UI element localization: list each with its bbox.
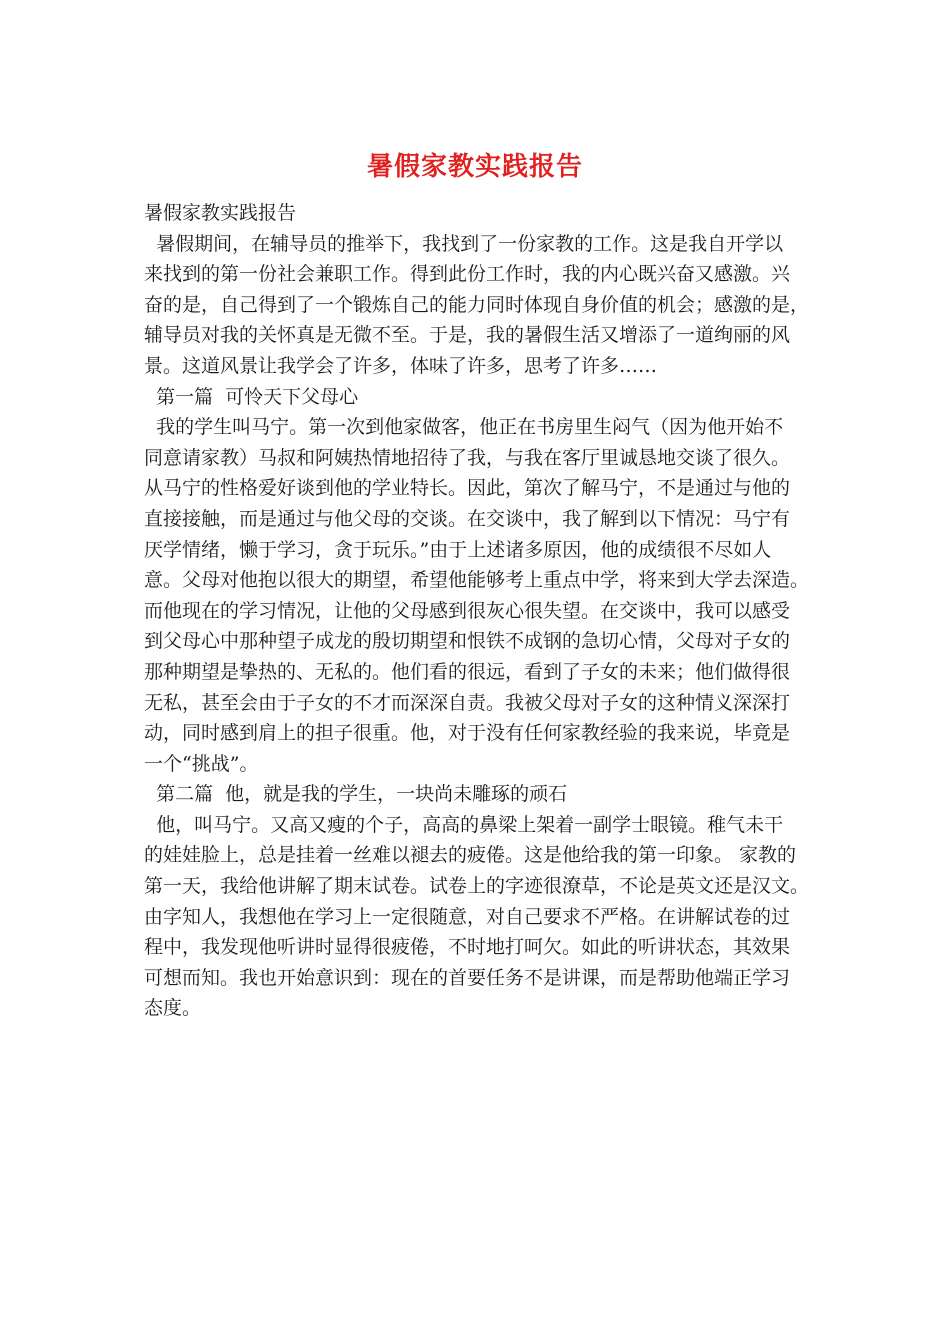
text-line: 的娃娃脸上，总是挂着一丝难以褪去的疲倦。这是他给我的第一印象。 家教的	[144, 844, 797, 867]
text-line: 无私，甚至会由于子女的不才而深深自责。我被父母对子女的这种情义深深打	[144, 691, 791, 714]
text-line: 厌学情绪，懒于学习，贪于玩乐。”由于上述诸多原因，他的成绩很不尽如人	[144, 538, 772, 561]
text-line: 可想而知。我也开始意识到：现在的首要任务不是讲课，而是帮助他端正学习	[144, 966, 791, 989]
text-line: 动，同时感到肩上的担子很重。他，对于没有任何家教经验的我来说，毕竟是	[144, 722, 791, 745]
text-line: 一个“挑战”。	[144, 752, 259, 775]
document-title: 暑假家教实践报告	[366, 152, 583, 182]
section-heading: 第二篇 他，就是我的学生，一块尚未雕琢的顽石	[144, 783, 568, 806]
section-heading: 第一篇 可怜天下父母心	[144, 385, 359, 408]
text-line: 暑假家教实践报告	[144, 202, 297, 224]
text-line: 到父母心中那种望子成龙的殷切期望和恨铁不成钢的急切心情，父母对子女的	[144, 630, 791, 653]
text-line: 直接接触，而是通过与他父母的交谈。在交谈中，我了解到以下情况：马宁有	[144, 507, 791, 530]
text-line: 他，叫马宁。又高又瘦的个子，高高的鼻梁上架着一副学士眼镜。稚气未干	[144, 813, 784, 836]
text-line: 辅导员对我的关怀真是无微不至。于是，我的暑假生活又增添了一道绚丽的风	[144, 324, 791, 347]
text-line: 奋的是，自己得到了一个锻炼自己的能力同时体现自身价值的机会；感激的是，	[144, 293, 810, 316]
text-line: 我的学生叫马宁。第一次到他家做客，他正在书房里生闷气（因为他开始不	[144, 416, 784, 439]
text-line: 同意请家教）马叔和阿姨热情地招待了我，与我在客厅里诚恳地交谈了很久。	[144, 446, 791, 469]
text-line: 程中，我发现他听讲时显得很疲倦，不时地打呵欠。如此的听讲状态，其效果	[144, 936, 791, 959]
text-line: 而他现在的学习情况，让他的父母感到很灰心很失望。在交谈中，我可以感受	[144, 599, 791, 622]
text-line: 景。这道风景让我学会了许多，体味了许多，思考了许多……	[144, 354, 658, 377]
document-body	[144, 198, 812, 1024]
text-line: 由字知人，我想他在学习上一定很随意，对自己要求不严格。在讲解试卷的过	[144, 905, 791, 928]
text-line: 暑假期间，在辅导员的推举下，我找到了一份家教的工作。这是我自开学以	[144, 232, 784, 255]
text-line: 从马宁的性格爱好谈到他的学业特长。因此，第次了解马宁，不是通过与他的	[144, 477, 791, 500]
text-line: 态度。	[144, 997, 202, 1020]
text-line: 那种期望是挚热的、无私的。他们看的很远，看到了子女的未来；他们做得很	[144, 660, 791, 683]
text-line: 意。父母对他抱以很大的期望，希望他能够考上重点中学，将来到大学去深造。	[144, 569, 810, 592]
text-line: 第一天，我给他讲解了期末试卷。试卷上的字迹很潦草，不论是英文还是汉文。	[144, 875, 810, 898]
text-line: 来找到的第一份社会兼职工作。得到此份工作时，我的内心既兴奋又感激。兴	[144, 263, 791, 286]
